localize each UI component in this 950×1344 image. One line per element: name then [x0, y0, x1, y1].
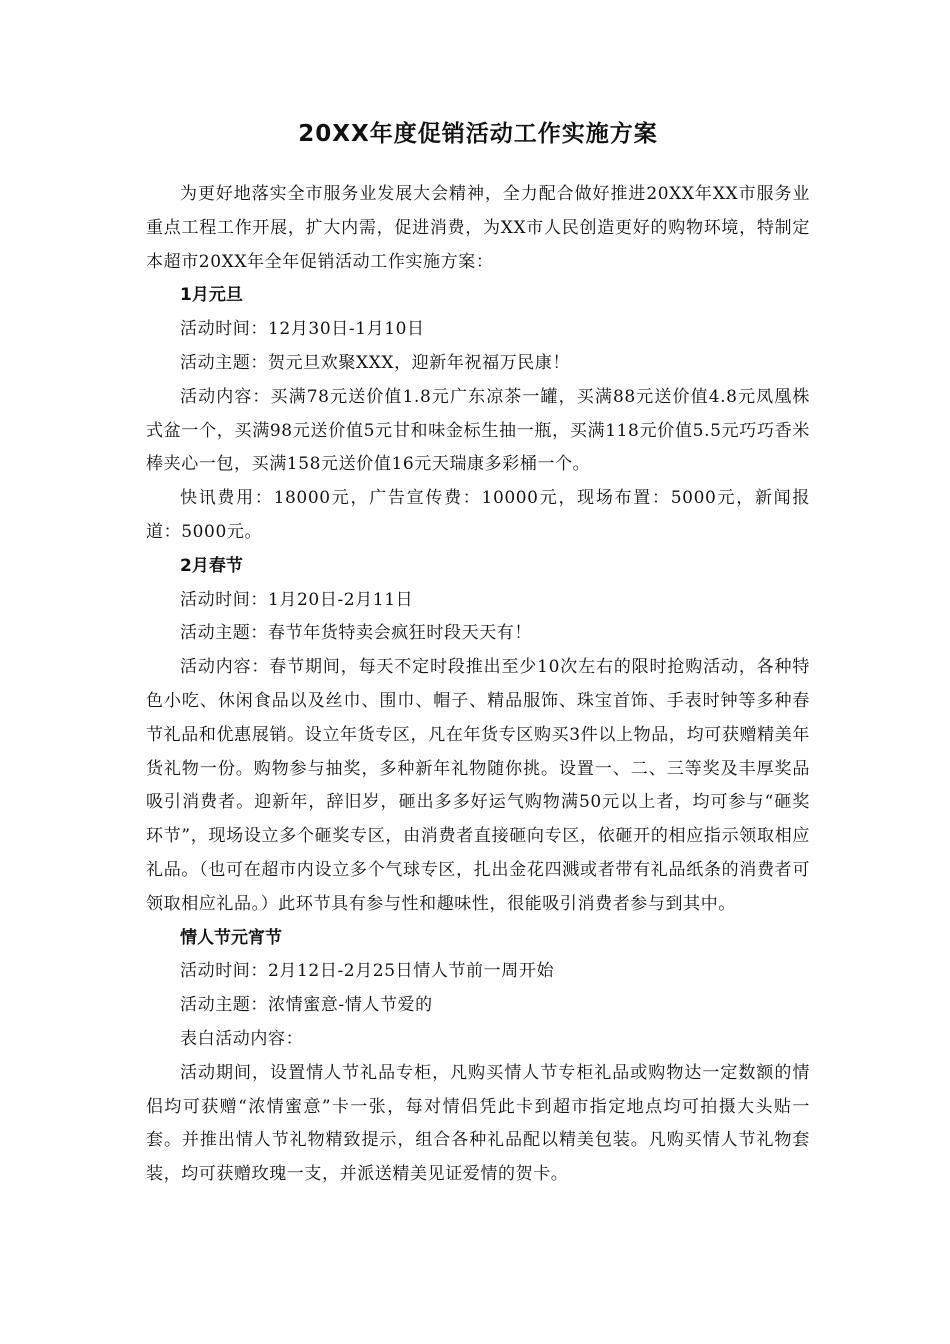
section-heading-valentine-lantern: 情人节元宵节	[180, 927, 282, 948]
spring-festival-content: 活动内容：春节期间，每天不定时段推出至少10次左右的限时抢购活动，各种特色小吃、休闲食品以及丝巾、围巾、帽子、精品服饰、珠宝首饰、手表时钟等多种春节礼品和优惠展销。设立年货专区，凡在年货专区购买3件以上物品，均可获赠精美年货礼物一份。购物参与抽奖，多种新年礼物随你挑。设置一、二、三等奖及丰厚奖品吸引消费者。迎新年，辞旧岁，砸出多多好运气购物满50元以上者，均可参与“砸奖环节”，现场设立多个砸奖专区，由消费者直接砸向专区，依砸开的相应指示领取相应礼品。（也可在超市内设立多个气球专区，扎出金花四溅或者带有礼品纸条的消费者可领取相应礼品。）此环节具有参与性和趣味性，很能吸引消费者参与到其中。	[146, 657, 810, 914]
valentine-time: 活动时间：2月12日-2月25日情人节前一周开始	[180, 961, 555, 982]
section-heading-new-year: 1月元旦	[180, 285, 243, 306]
document-page	[146, 112, 810, 1192]
section-heading-spring-festival: 2月春节	[180, 555, 243, 576]
document-title: 20XX年度促销活动工作实施方案	[298, 121, 658, 147]
new-year-content: 活动内容：买满78元送价值1.8元广东凉茶一罐，买满88元送价值4.8元凤凰株式盆一个，买满98元送价值5元甘和味金标生抽一瓶，买满118元价值5.5元巧巧香米棒夹心一包，买满158元送价值16元天瑞康多彩桶一个。	[146, 386, 810, 475]
spring-festival-theme: 活动主题：春节年货特卖会疯狂时段天天有！	[180, 623, 532, 644]
valentine-subtitle: 表白活动内容：	[180, 1028, 304, 1049]
new-year-cost: 快讯费用：18000元，广告宣传费：10000元，现场布置：5000元，新闻报道：5000元。	[146, 488, 810, 542]
valentine-content: 活动期间，设置情人节礼品专柜，凡购买情人节专柜礼品或购物达一定数额的情侣均可获赠“浓情蜜意”卡一张，每对情侣凭此卡到超市指定地点均可拍摄大头贴一套。并推出情人节礼物精致提示，组合各种礼品配以精美包装。凡购买情人节礼物套装，均可获赠玫瑰一支，并派送精美见证爱情的贺卡。	[146, 1062, 810, 1185]
intro-paragraph: 为更好地落实全市服务业发展大会精神，全力配合做好推进20XX年XX市服务业重点工程工作开展，扩大内需，促进消费，为XX市人民创造更好的购物环境，特制定本超市20XX年全年促销活动工作实施方案：	[146, 184, 810, 272]
spring-festival-time: 活动时间：1月20日-2月11日	[180, 589, 414, 610]
new-year-time: 活动时间：12月30日-1月10日	[180, 319, 425, 340]
valentine-theme: 活动主题：浓情蜜意-情人节爱的	[180, 995, 433, 1016]
new-year-theme: 活动主题：贺元旦欢聚XXX，迎新年祝福万民康！	[180, 352, 571, 373]
